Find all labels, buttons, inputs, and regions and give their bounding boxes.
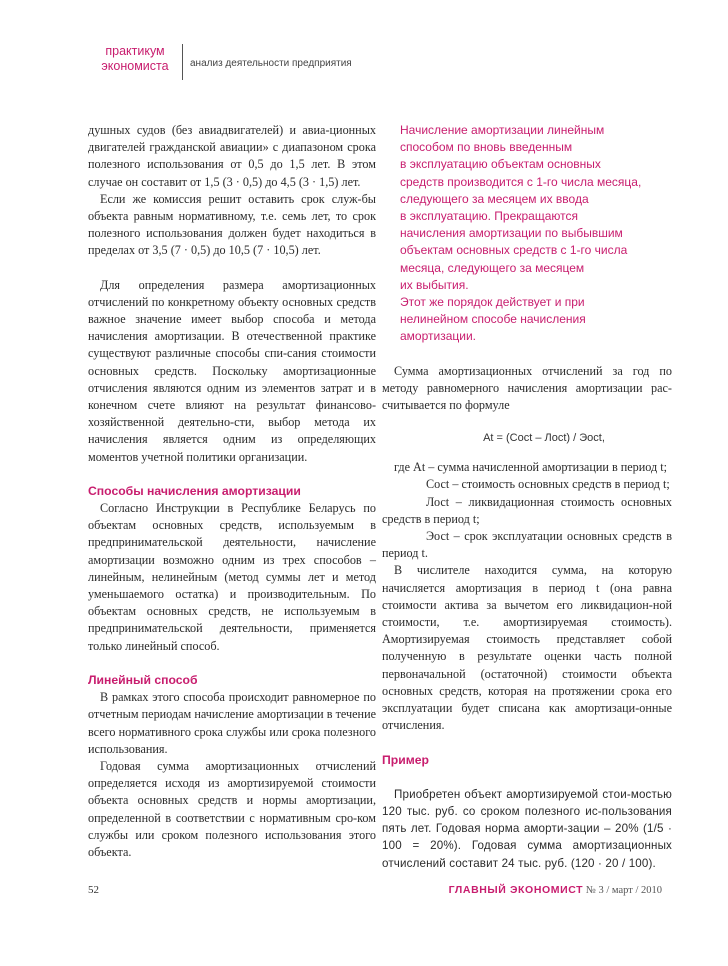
paragraph: Согласно Инструкции в Республике Беларусь по объектам основных средств, используемым в предпринимательской деятельности, начисление амортизации возможно одним из трех способов – линейным, нелинейным (метод суммы лет и метод уменьшаемого остатка) и производительным. По объектам основных средств, не используемым в предпринимательской деятельности, применяется только линейный способ.: [88, 501, 376, 653]
callout-line: начисления амортизации по выбывшим: [400, 226, 623, 241]
callout-line: объектам основных средств с 1-го числа: [400, 243, 628, 258]
callout-line: амортизации.: [400, 329, 476, 344]
formula-definition: где Аt – сумма начисленной амортизации в период t;: [394, 460, 668, 475]
section-heading: Линейный способ: [88, 672, 198, 687]
paragraph: Годовая сумма амортизационных отчислений определяется исходя из амортизируемой стоимости объекта основных средств и нормы амортизации, определенной в соответствии с нормативным сро-ком службы или сроком полезного использования этого объекта.: [88, 758, 376, 859]
paragraph: В рамках этого способа происходит равномерное по отчетным периодам начисление амортизации в течение всего нормативного срока службы или срока полезного использования.: [88, 690, 376, 756]
paragraph: Для определения размера амортизационных отчислений по конкретному объекту основных средств важное значение имеет выбор способа и метода начисления амортизации. В отечественной практике существуют различные способы спи-сания стоимости основных средств. Поскольку амортизационные отчисления являются одним из элементов затрат и в конечном счете влияют на результат финансово-хозяйственной деятельно-сти, выбор метода их начисления является одним из определяющих моментов учетной политики организации.: [88, 277, 376, 464]
formula-definition: Эосt – срок эксплуатации основных средств в период t.: [382, 529, 672, 561]
header-divider: [182, 44, 183, 80]
section-heading: Способы начисления амортизации: [88, 483, 301, 498]
page-header: [0, 0, 728, 90]
callout-line: следующего за месяцем их ввода: [400, 191, 589, 206]
formula-definition: Лосt – ликвидационная стоимость основных средств в период t;: [382, 494, 672, 526]
paragraph: Приобретен объект амортизируемой стои-мостью 120 тыс. руб. со сроком полезного ис-пользования пять лет. Годовая норма аморти-зации – 20% (1/5 · 100 = 20%). Годовая сумма амортизационных отчислений составит 24 тыс. руб. (120 · 20 / 100).: [382, 787, 672, 870]
callout-line: Начисление амортизации линейным: [400, 123, 605, 137]
magazine-brand: ГЛАВНЫЙ ЭКОНОМИСТ: [448, 884, 584, 896]
right-column: [382, 122, 672, 872]
callout-line: нелинейном способе начисления: [400, 312, 586, 327]
callout-line: в эксплуатацию объектам основных: [400, 157, 601, 172]
paragraph: Сумма амортизационных отчислений за год по методу равномерного начисления амортизации рас-считывается по формуле: [382, 363, 672, 413]
callout-line: Этот же порядок действует и при: [400, 295, 585, 310]
section-heading: Пример: [382, 752, 429, 767]
section-name: [92, 44, 178, 74]
callout-line: в эксплуатацию. Прекращаются: [400, 209, 578, 224]
callout-line: месяца, следующего за месяцем: [400, 260, 585, 275]
page-footer: [0, 880, 728, 920]
callout-line: способом по вновь введенным: [400, 140, 573, 155]
callout-line: их выбытия.: [400, 277, 469, 292]
page-number: 52: [88, 884, 99, 896]
issue-info: № 3 / март / 2010: [585, 885, 662, 896]
magazine-issue: [449, 884, 662, 896]
paragraph: душных судов (без авиадвигателей) и авиа-ционных двигателей гражданской авиации» с диапазоном срока полезного использования от 0,5 до 1,5 лет. В этом случае он составит от 1,5 (3 · 0,5) до 4,5 (3 · 1,5) лет.: [88, 123, 376, 189]
left-column: [88, 122, 376, 861]
rubric-title: анализ деятельности предприятия: [190, 58, 352, 69]
highlight-callout: [382, 122, 672, 346]
formula-definition: Сосt – стоимость основных средств в период t;: [426, 477, 670, 492]
callout-line: средств производится с 1-го числа месяца,: [400, 174, 642, 189]
formula: Аt = (Сосt – Лосt) / Эосt,: [483, 432, 605, 445]
section-name-line2: экономиста: [101, 59, 169, 73]
paragraph: Если же комиссия решит оставить срок служ-бы объекта равным нормативному, т.е. семь лет, то срок полезного использования должен будет находиться в пределах от 3,5 (7 · 0,5) до 10,5 (7 · 10,5) лет.: [88, 191, 376, 258]
section-name-line1: практикум: [105, 44, 165, 58]
paragraph: В числителе находится сумма, на которую начисляется амортизация в период t (она равна стоимости актива за вычетом его ликвидацион-ной стоимости, т.е. амортизируемая стоимость). Амортизируемая стоимость представляет собой полученную в результате оценки часть полной первоначальной (остаточной) стоимости объекта основных средств, которая на протяжении срока его эксплуатации будет списана как амортизаци-онные отчисления.: [382, 563, 672, 733]
